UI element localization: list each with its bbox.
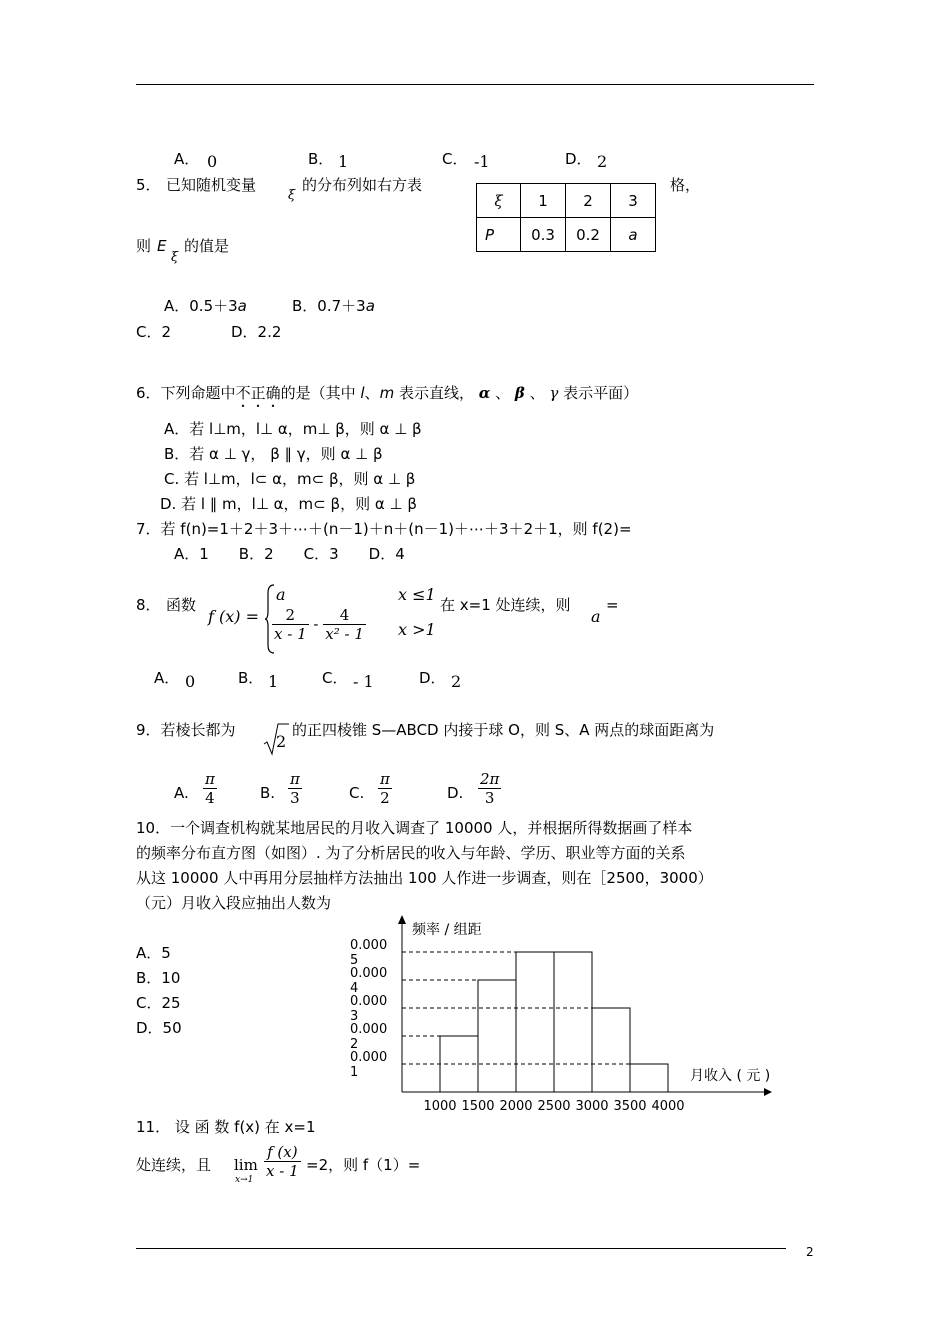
q11-line2-pre: 处连续，且 [136, 1156, 212, 1174]
q8-opt-b-value: 1 [268, 672, 279, 691]
q9-opt-a-label: A. [174, 784, 189, 802]
q4-opt-c-value: -1 [474, 152, 490, 171]
q8-opt-b-label: B． [238, 669, 264, 687]
q10-line-4: （元）月收入段应抽出人数为 [136, 894, 332, 912]
q9-opt-c-label: C. [349, 784, 365, 802]
q9-opt-a-frac: $\frac{\pi}{4}$ [205, 770, 215, 807]
page-number: 2 [806, 1245, 814, 1259]
x-tick-label: 1000 [423, 1099, 457, 1114]
q4-opt-d-label: D． [565, 150, 592, 168]
q11-lim-sub: x→1 [235, 1175, 254, 1185]
q5-line2-xi: ξ [171, 250, 179, 265]
q8-case2-cond: x >1 [398, 620, 436, 639]
q8-a: a [591, 607, 601, 626]
x-axis-label: 月收入 ( 元 ) [690, 1068, 771, 1084]
q4-opt-a-label: A． [174, 150, 200, 168]
q9-opt-d-frac: $\frac{2\pi}{3}$ [480, 770, 500, 807]
q8-post: 在 x=1 处连续，则 [440, 596, 571, 614]
x-tick-label: 2000 [499, 1099, 533, 1114]
x-axis-arrow [764, 1088, 772, 1096]
q6-emphasis: 不正确 [235, 384, 281, 402]
q8-func-label: 函数 [166, 596, 197, 614]
x-tick-label: 3500 [613, 1099, 647, 1114]
x-tick-label: 4000 [651, 1099, 685, 1114]
q8-opt-d-label: D． [419, 669, 446, 687]
table-cell: 1 [521, 184, 566, 218]
q5-line2-E: E [157, 237, 167, 255]
y-axis-arrow [398, 915, 406, 924]
q8-eq: = [606, 596, 619, 614]
q9-opt-d-label: D. [447, 784, 464, 802]
q6-opt-d: D. 若 l ∥ m，l⊥ α，m⊂ β，则 α ⊥ β [160, 495, 417, 513]
histogram-bar [554, 952, 592, 1092]
q9-pre: 9．若棱长都为 [136, 721, 236, 739]
q9-sqrt-value: 2 [276, 732, 287, 751]
table-row [477, 218, 656, 252]
y-tick-label: 0.000 2 [350, 1022, 388, 1052]
table-cell: 0.2 [566, 218, 611, 252]
q7-stem: 7．若 f(n)=1＋2＋3＋⋯＋(n－1)＋n＋(n－1)＋⋯＋3＋2＋1，则 f(2)= [136, 520, 632, 538]
table-cell: 2 [566, 184, 611, 218]
q4-opt-b-label: B． [308, 150, 334, 168]
q5-text-pre: 已知随机变量 [166, 176, 257, 194]
q10-line-2: 的频率分布直方图（如图）. 为了分析居民的收入与年龄、学历、职业等方面的关系 [136, 844, 686, 862]
q10-line-3: 从这 10000 人中再用分层抽样方法抽出 100 人作进一步调查，则在［2500，3000） [136, 869, 713, 887]
q6-opt-b: B．若 α ⊥ γ， β ∥ γ，则 α ⊥ β [164, 445, 383, 463]
q8-opt-a-label: A． [154, 669, 180, 687]
q10-opt-a: A．5 [136, 944, 171, 962]
y-tick-label: 0.000 3 [350, 994, 388, 1024]
histogram-bar [516, 952, 554, 1092]
y-tick-label: 0.000 4 [350, 966, 388, 996]
q5-opt-b: B．0.7＋3a [292, 297, 375, 315]
q10-opt-d: D．50 [136, 1019, 182, 1037]
q9-opt-c-frac: $\frac{\pi}{2}$ [380, 770, 390, 807]
q6-stem: 6．下列命题中不正确的是（其中 l、m 表示直线， α 、 β 、 γ 表示平面） [136, 384, 639, 402]
footer-rule [136, 1248, 786, 1249]
q5-number: 5． [136, 176, 161, 194]
q11-lim: lim [234, 1156, 258, 1174]
table-cell: 3 [611, 184, 656, 218]
q5-line2-post: 的值是 [184, 237, 230, 255]
q5-text-post: 的分布列如右方表 [302, 176, 423, 194]
table-cell: 0.3 [521, 218, 566, 252]
q11-frac: $\frac{f (x)}{x - 1}$ [266, 1143, 299, 1180]
q9-opt-b-label: B. [260, 784, 276, 802]
q4-opt-c-label: C． [442, 150, 468, 168]
q10-line-1: 10．一个调查机构就某地居民的月收入调查了 10000 人，并根据所得数据画了样本 [136, 819, 693, 837]
q4-opt-d-value: 2 [597, 152, 608, 171]
q7-options: A．1 B．2 C．3 D．4 [174, 545, 405, 563]
q8-number: 8． [136, 596, 161, 614]
x-tick-label: 1500 [461, 1099, 495, 1114]
q10-opt-c: C．25 [136, 994, 181, 1012]
q8-fx: f (x) = [208, 607, 260, 626]
q5-opt-c: C．2 [136, 323, 172, 341]
q5-opt-d: D．2.2 [231, 323, 282, 341]
q4-opt-a-value: 0 [207, 152, 218, 171]
q11-line-1: 11． 设 函 数 f(x) 在 x=1 [136, 1118, 316, 1136]
q8-opt-c-value: - 1 [353, 672, 374, 691]
q8-opt-c-label: C． [322, 669, 348, 687]
q8-case1: a [276, 585, 286, 604]
q5-line2-pre: 则 [136, 237, 152, 255]
frequency-histogram [340, 910, 790, 1120]
table-cell: a [611, 218, 656, 252]
x-tick-label: 2500 [537, 1099, 571, 1114]
y-tick-label: 0.000 1 [350, 1050, 388, 1080]
header-rule [136, 84, 814, 85]
q10-opt-b: B．10 [136, 969, 181, 987]
q6-opt-c: C. 若 l⊥m，l⊂ α，m⊂ β，则 α ⊥ β [164, 470, 416, 488]
q8-opt-d-value: 2 [451, 672, 462, 691]
q8-case2: $\frac{2}{x - 1}$ - $\frac{4}{\text{x² - 1}}$ [274, 606, 364, 643]
q5-xi: ξ [288, 188, 296, 203]
table-row [477, 184, 656, 218]
table-cell: ξ [477, 184, 521, 218]
q8-case1-cond: x ≤1 [398, 585, 436, 604]
q9-post: 的正四棱锥 S—ABCD 内接于球 O，则 S、A 两点的球面距离为 [292, 721, 715, 739]
q4-opt-b-value: 1 [338, 152, 349, 171]
q5-opt-a: A．0.5＋3a [164, 297, 247, 315]
q5-text-tail: 格， [670, 176, 701, 194]
histogram-bar [630, 1064, 668, 1092]
histogram-bar [592, 1008, 630, 1092]
y-axis-label: 频率 / 组距 [412, 922, 482, 938]
q5-distribution-table [476, 183, 656, 252]
q9-opt-b-frac: $\frac{\pi}{3}$ [290, 770, 300, 807]
q11-line2-post: =2，则 f（1）= [306, 1156, 421, 1174]
histogram-bar [478, 980, 516, 1092]
table-cell: P [477, 218, 521, 252]
x-tick-label: 3000 [575, 1099, 609, 1114]
q6-opt-a: A．若 l⊥m，l⊥ α，m⊥ β，则 α ⊥ β [164, 420, 422, 438]
y-tick-label: 0.000 5 [350, 938, 388, 968]
q8-opt-a-value: 0 [185, 672, 196, 691]
